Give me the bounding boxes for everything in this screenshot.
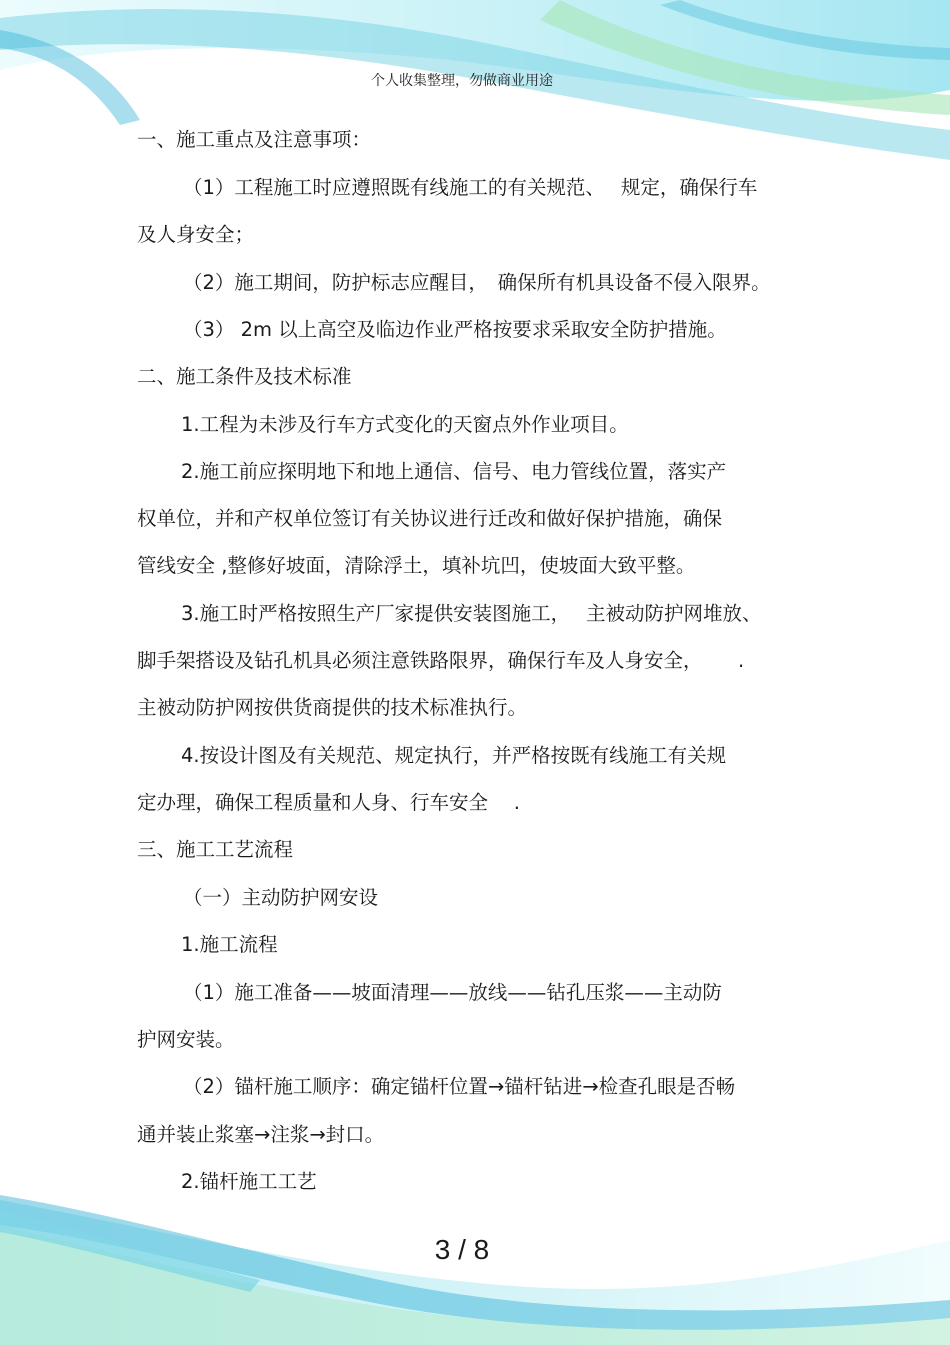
paragraph-line: （1）工程施工时应遵照既有线施工的有关规范、 规定，确保行车 [183,176,758,199]
paragraph-line: 定办理，确保工程质量和人身、行车安全 . [137,791,520,814]
page-number: 3 / 8 [434,1234,490,1265]
paragraph-line: （2）锚杆施工顺序：确定锚杆位置→锚杆钻进→检查孔眼是否畅 [183,1075,736,1098]
paragraph-line: 3.施工时严格按照生产厂家提供安装图施工， 主被动防护网堆放、 [181,602,762,625]
section-heading-3: 三、施工工艺流程 [137,838,294,861]
page-header-note: 个人收集整理，勿做商业用途 [371,73,553,89]
paragraph-line: 管线安全 ,整修好坡面，清除浮土，填补坑凹，使坡面大致平整。 [137,554,696,577]
paragraph-line: （2）施工期间，防护标志应醒目， 确保所有机具设备不侵入限界。 [183,271,771,294]
paragraph-line: 2.锚杆施工工艺 [181,1170,317,1193]
paragraph-line: 及人身安全； [137,223,255,246]
paragraph-line: 1.施工流程 [181,933,278,956]
paragraph-line: 2.施工前应探明地下和地上通信、信号、电力管线位置，落实产 [181,460,727,483]
subsection-heading: （一）主动防护网安设 [183,886,379,909]
paragraph-line: 护网安装。 [137,1028,235,1051]
paragraph-line: 主被动防护网按供货商提供的技术标准执行。 [137,696,528,719]
section-heading-2: 二、施工条件及技术标准 [137,365,352,388]
paragraph-line: 权单位，并和产权单位签订有关协议进行迁改和做好保护措施，确保 [137,507,723,530]
paragraph-line: 1.工程为未涉及行车方式变化的天窗点外作业项目。 [181,413,629,436]
paragraph-line: 4.按设计图及有关规范、规定执行，并严格按既有线施工有关规 [181,744,727,767]
paragraph-line: （3） 2m 以上高空及临边作业严格按要求采取安全防护措施。 [183,318,727,341]
section-heading-1: 一、施工重点及注意事项： [137,128,372,151]
paragraph-line: 通并装止浆塞→注浆→封口。 [137,1123,385,1146]
paragraph-line: 脚手架搭设及钻孔机具必须注意铁路限界，确保行车及人身安全， . [137,649,745,672]
paragraph-line: （1）施工准备——坡面清理——放线——钻孔压浆——主动防 [183,981,722,1004]
